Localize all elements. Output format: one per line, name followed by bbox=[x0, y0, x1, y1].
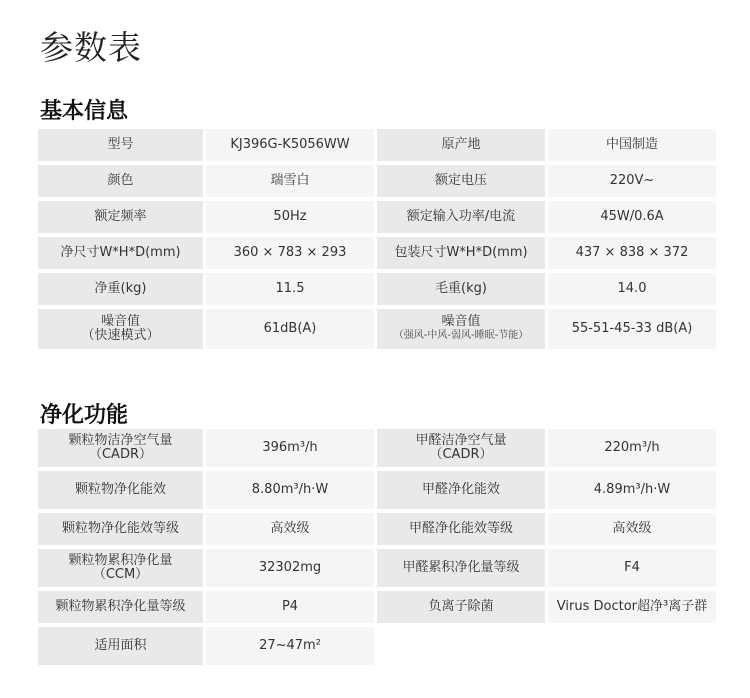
page-title: 参数表 bbox=[40, 28, 142, 67]
spec-value: 220m³/h bbox=[548, 429, 716, 467]
spec-value: 27~47m² bbox=[206, 627, 374, 665]
spec-value: 瑞雪白 bbox=[206, 165, 374, 197]
spec-value: 45W/0.6A bbox=[548, 201, 716, 233]
spec-label-main: 颗粒物洁净空气量 bbox=[68, 433, 173, 448]
spec-label: 甲醛累积净化量等级 bbox=[377, 549, 545, 587]
empty-cell bbox=[548, 627, 716, 665]
section-title-purification: 净化功能 bbox=[40, 403, 129, 428]
noise-label-sub: （强风-中风-弱风-睡眠-节能） bbox=[393, 330, 529, 341]
noise-label-main: 噪音值 bbox=[100, 314, 140, 329]
spec-label: 颗粒物累积净化量等级 bbox=[38, 591, 203, 623]
spec-value: 4.89m³/h·W bbox=[548, 471, 716, 509]
noise-label-sub: （快速模式） bbox=[81, 328, 160, 343]
spec-label-main: 甲醛洁净空气量 bbox=[415, 433, 507, 448]
spec-label: 净尺寸W*H*D(mm) bbox=[38, 237, 203, 269]
spec-value: 396m³/h bbox=[206, 429, 374, 467]
spec-value: 高效级 bbox=[206, 513, 374, 545]
spec-label: 额定频率 bbox=[38, 201, 203, 233]
spec-label: 颜色 bbox=[38, 165, 203, 197]
purification-table bbox=[35, 425, 719, 669]
spec-value: P4 bbox=[206, 591, 374, 623]
spec-label bbox=[38, 309, 203, 349]
table-row bbox=[38, 273, 716, 305]
spec-label: 包装尺寸W*H*D(mm) bbox=[377, 237, 545, 269]
spec-label-main: 颗粒物累积净化量 bbox=[68, 553, 173, 568]
spec-value: 360 × 783 × 293 bbox=[206, 237, 374, 269]
spec-label: 额定输入功率/电流 bbox=[377, 201, 545, 233]
spec-value: 14.0 bbox=[548, 273, 716, 305]
spec-label: 原产地 bbox=[377, 129, 545, 161]
spec-label: 适用面积 bbox=[38, 627, 203, 665]
spec-label: 甲醛净化能效等级 bbox=[377, 513, 545, 545]
spec-value: 437 × 838 × 372 bbox=[548, 237, 716, 269]
spec-value: 高效级 bbox=[548, 513, 716, 545]
spec-label: 颗粒物净化能效 bbox=[38, 471, 203, 509]
table-row bbox=[38, 129, 716, 161]
spec-label: 颗粒物净化能效等级 bbox=[38, 513, 203, 545]
table-row bbox=[38, 549, 716, 587]
spec-value: 11.5 bbox=[206, 273, 374, 305]
spec-label: 型号 bbox=[38, 129, 203, 161]
spec-value: 中国制造 bbox=[548, 129, 716, 161]
table-row bbox=[38, 471, 716, 509]
spec-label-sub: （CCM） bbox=[92, 567, 149, 582]
spec-value: Virus Doctor超净³离子群 bbox=[548, 591, 716, 623]
spec-label: 净重(kg) bbox=[38, 273, 203, 305]
spec-value: 61dB(A) bbox=[206, 309, 374, 349]
spec-value: F4 bbox=[548, 549, 716, 587]
spec-label-sub: （CADR） bbox=[88, 447, 152, 462]
table-row bbox=[38, 201, 716, 233]
table-row bbox=[38, 591, 716, 623]
spec-label bbox=[377, 429, 545, 467]
spec-label-sub: （CADR） bbox=[429, 447, 493, 462]
spec-value: 8.80m³/h·W bbox=[206, 471, 374, 509]
spec-value: 50Hz bbox=[206, 201, 374, 233]
table-row bbox=[38, 165, 716, 197]
table-row bbox=[38, 237, 716, 269]
spec-label bbox=[377, 309, 545, 349]
spec-label: 负离子除菌 bbox=[377, 591, 545, 623]
spec-label: 毛重(kg) bbox=[377, 273, 545, 305]
spec-value: 55-51-45-33 dB(A) bbox=[548, 309, 716, 349]
spec-value: 32302mg bbox=[206, 549, 374, 587]
spec-label bbox=[38, 429, 203, 467]
table-row bbox=[38, 627, 716, 665]
table-row bbox=[38, 429, 716, 467]
basic-info-table bbox=[35, 125, 719, 353]
table-row bbox=[38, 513, 716, 545]
spec-label bbox=[38, 549, 203, 587]
spec-value: KJ396G-K5056WW bbox=[206, 129, 374, 161]
noise-label-main: 噪音值 bbox=[441, 314, 481, 329]
table-row bbox=[38, 309, 716, 349]
spec-label: 额定电压 bbox=[377, 165, 545, 197]
spec-value: 220V~ bbox=[548, 165, 716, 197]
spec-label: 甲醛净化能效 bbox=[377, 471, 545, 509]
empty-cell bbox=[377, 627, 545, 665]
section-title-basic-info: 基本信息 bbox=[40, 99, 129, 124]
